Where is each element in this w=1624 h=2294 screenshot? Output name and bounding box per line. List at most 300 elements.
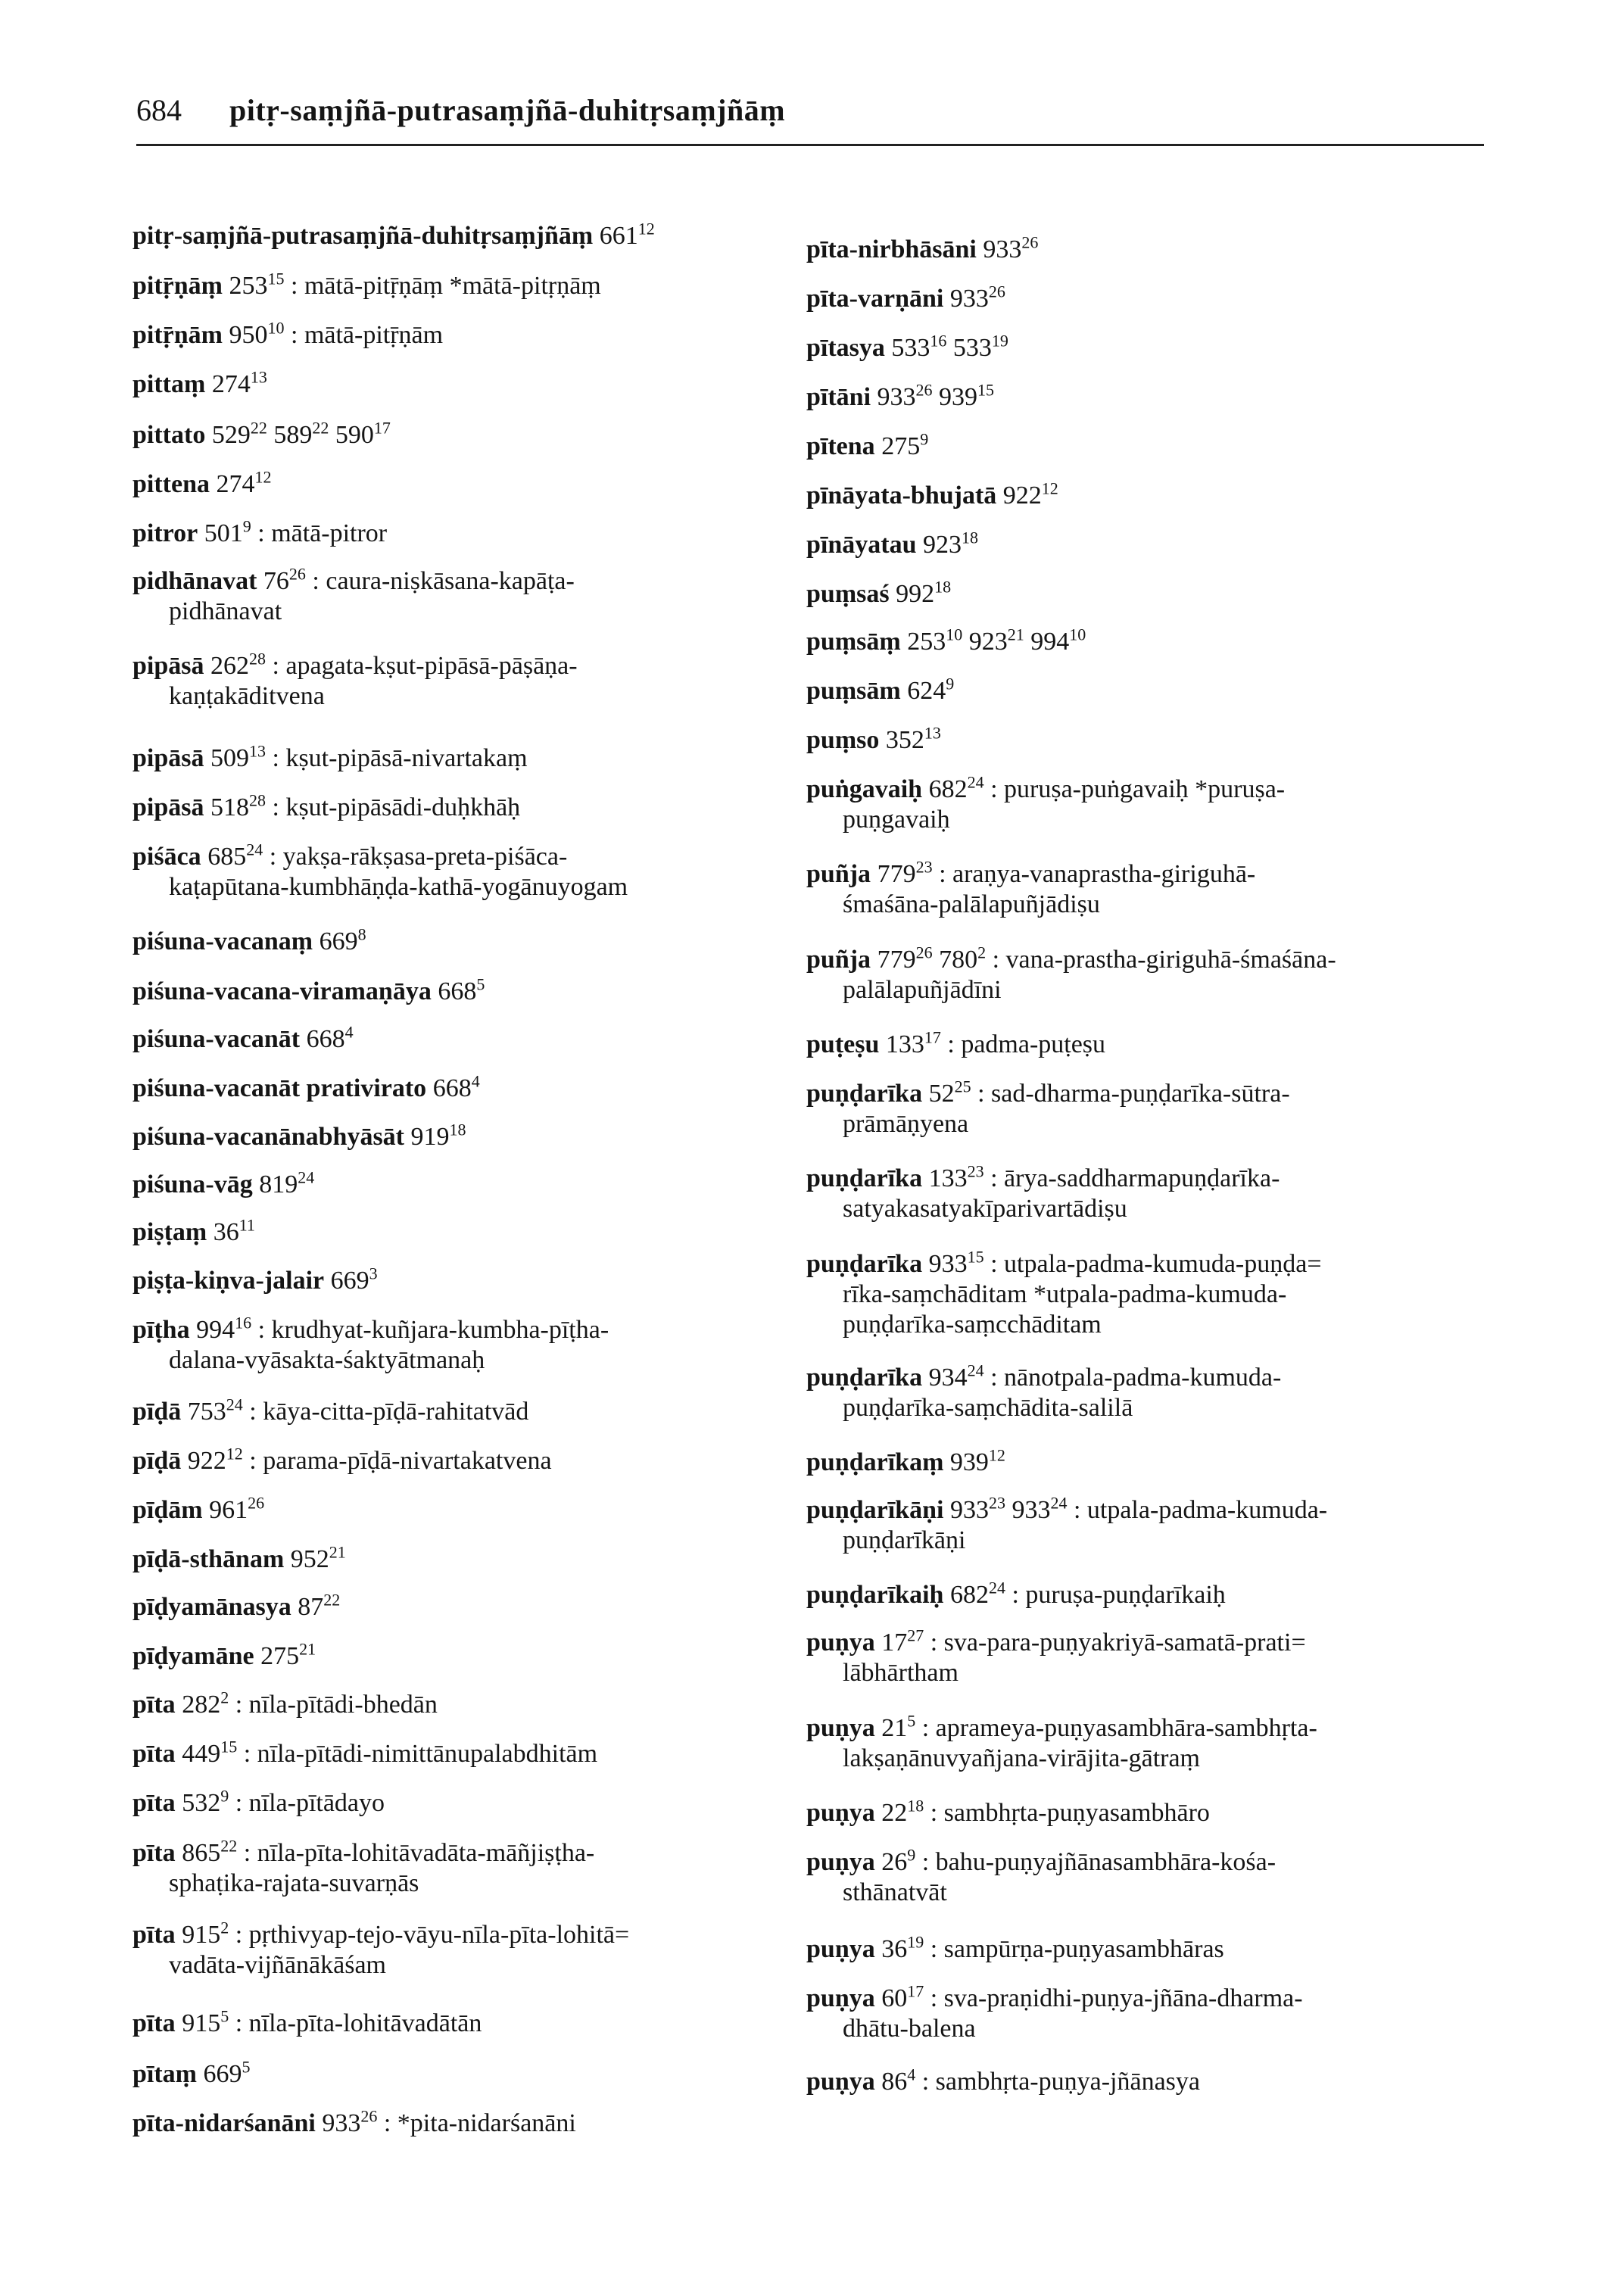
context-text: : nīla-pītādi-nimittānupalabdhitām (243, 1740, 598, 1768)
context-text: : kāya-citta-pīḍā-rahitatvād (249, 1398, 529, 1426)
page-number-ref: 994 (196, 1316, 235, 1344)
page-reference (207, 840, 263, 871)
page-number: 684 (136, 93, 182, 127)
page-number-ref: 669 (319, 927, 358, 955)
entry-headword: piśāca (132, 843, 201, 871)
line-number-ref: 24 (1050, 1493, 1068, 1513)
index-entry (132, 924, 799, 957)
page-reference (211, 367, 267, 398)
entry-headword: puṇya (806, 1629, 875, 1657)
entry-headword: piśuna-vāg (132, 1170, 253, 1198)
context-continuation: satyakasatyakīparivartādiṣu (843, 1195, 1127, 1223)
entry-headword: puṇḍarīkaiḥ (806, 1581, 944, 1609)
entry-headword: pītāni (806, 383, 871, 411)
entry-headword: pīta-nirbhāsāni (806, 235, 977, 263)
context-text: : mātā-pitṝṇām (291, 321, 444, 349)
page-number-ref: 253 (907, 628, 946, 656)
line-number-ref: 2 (220, 1688, 229, 1707)
line-number-ref: 13 (924, 723, 941, 743)
index-entry (132, 566, 799, 627)
line-number-ref: 22 (323, 1590, 341, 1610)
page-reference (438, 974, 485, 1005)
page-number-ref: 533 (952, 334, 992, 362)
page-number-ref: 86 (881, 2068, 908, 2096)
page-number-ref: 21 (881, 1714, 908, 1742)
context-text: : aprameya-puṇyasambhāra-sambhṛta- (921, 1714, 1317, 1742)
page-number-ref: 275 (881, 432, 921, 460)
page-reference (949, 1578, 1005, 1609)
page-number-ref: 923 (923, 531, 962, 559)
index-entry (806, 1027, 1473, 1060)
page-reference (983, 232, 1039, 263)
entry-headword: piśuna-vacanāt (132, 1025, 301, 1053)
context-text: : vana-prastha-giriguhā-śmaśāna- (992, 946, 1336, 974)
line-number-ref: 15 (220, 1737, 238, 1756)
entry-headword: puṇya (806, 1799, 875, 1827)
page-reference (273, 418, 329, 449)
line-number-ref: 18 (934, 577, 952, 597)
context-text: : puruṣa-puṅgavaiḥ *puruṣa- (990, 775, 1286, 803)
page-reference (952, 331, 1008, 362)
line-number-ref: 3 (369, 1264, 378, 1283)
line-number-ref: 12 (254, 467, 272, 487)
context-text: : nīla-pīta-lohitāvadāta-māñjiṣṭha- (243, 1839, 595, 1867)
index-entry (806, 232, 1473, 265)
line-number-ref: 9 (907, 1845, 916, 1865)
page-number-ref: 668 (432, 1074, 472, 1102)
context-text: : nānotpala-padma-kumuda- (990, 1364, 1282, 1392)
page-number-ref: 36 (881, 1935, 908, 1963)
page-number-ref: 933 (322, 2109, 361, 2137)
entry-headword: piśuna-vacana-viramaṇāya (132, 977, 432, 1005)
page-reference (896, 577, 952, 608)
page-reference (881, 1711, 916, 1742)
page-number-ref: 669 (203, 2060, 242, 2088)
entry-headword: puṃsaś (806, 580, 890, 608)
index-entry (132, 1266, 799, 1296)
page-number-ref: 933 (983, 235, 1022, 263)
index-entry (132, 2106, 799, 2139)
page-reference (298, 1590, 341, 1621)
index-entry (132, 1641, 799, 1672)
entry-headword: puṇya (806, 1935, 875, 1963)
context-continuation: kaṇṭakāditvena (169, 682, 325, 710)
page-number-ref: 533 (891, 334, 930, 362)
page-reference (187, 1395, 243, 1426)
page-number-ref: 779 (877, 946, 916, 974)
header-rule (136, 144, 1484, 146)
line-number-ref: 5 (476, 974, 485, 994)
page-number-ref: 352 (885, 726, 924, 754)
index-entry (132, 1544, 799, 1575)
page-reference (182, 1786, 229, 1817)
line-number-ref: 2 (977, 943, 987, 962)
line-number-ref: 12 (988, 1445, 1005, 1465)
line-number-ref: 26 (988, 282, 1005, 301)
page-number-ref: 819 (259, 1170, 298, 1198)
context-text: : mātā-pitror (257, 519, 388, 547)
line-number-ref: 22 (312, 418, 329, 438)
page-number-ref: 934 (928, 1364, 968, 1392)
line-number-ref: 13 (250, 367, 267, 387)
index-entry (132, 651, 799, 712)
context-text: : krudhyat-kuñjara-kumbha-pīṭha- (257, 1316, 609, 1344)
entry-headword: puṅgavaiḥ (806, 775, 923, 803)
page-reference (1002, 478, 1058, 510)
index-entry (132, 1217, 799, 1248)
index-entry (132, 1495, 799, 1526)
line-number-ref: 22 (250, 418, 267, 438)
page-reference (881, 2065, 916, 2096)
page-number-ref: 915 (182, 2009, 221, 2037)
entry-headword: puṃso (806, 726, 880, 754)
page-reference (891, 331, 947, 362)
index-entry (132, 743, 799, 774)
index-entry (132, 369, 799, 400)
page-reference (330, 1264, 378, 1295)
page-reference (263, 564, 306, 595)
line-number-ref: 13 (249, 741, 266, 761)
index-entry (806, 333, 1473, 363)
line-number-ref: 10 (267, 318, 285, 338)
entry-headword: puṃsāṃ (806, 628, 901, 656)
context-text: : sambhṛta-puṇyasambhāro (930, 1799, 1210, 1827)
page-reference (306, 1022, 354, 1053)
index-entry (132, 1838, 799, 1899)
index-entry (132, 1739, 799, 1769)
entry-headword: pīḍyamānasya (132, 1593, 291, 1621)
page-number-ref: 532 (182, 1789, 221, 1817)
context-text: : kṣut-pipāsā-nivartakaṃ (272, 744, 528, 772)
page-reference (928, 1361, 984, 1392)
index-entry (132, 271, 799, 301)
entry-headword: puñja (806, 946, 871, 974)
page-number-ref: 994 (1030, 628, 1070, 656)
page-reference (881, 429, 929, 460)
page-reference (939, 380, 995, 411)
context-text: : utpala-padma-kumuda- (1073, 1496, 1328, 1524)
page-number-ref: 36 (213, 1218, 239, 1246)
line-number-ref: 16 (235, 1313, 252, 1332)
context-continuation: sphaṭika-rajata-suvarṇās (169, 1869, 419, 1897)
context-continuation: pidhānavat (169, 597, 282, 625)
line-number-ref: 22 (220, 1836, 238, 1856)
index-entry (132, 2059, 799, 2090)
entry-headword: pīta (132, 1921, 176, 1949)
page-number-ref: 87 (298, 1593, 324, 1621)
index-entry (806, 1445, 1473, 1478)
line-number-ref: 4 (907, 2065, 916, 2084)
index-entry (806, 2067, 1473, 2097)
line-number-ref: 28 (249, 790, 266, 810)
context-text: : mātā-pitṝṇāṃ *mātā-pitṛṇāṃ (291, 272, 601, 300)
line-number-ref: 10 (946, 625, 963, 644)
page-reference (877, 943, 933, 974)
page-number-ref: 939 (939, 383, 978, 411)
line-number-ref: 28 (249, 649, 266, 669)
page-reference (182, 1688, 229, 1719)
page-number-ref: 253 (229, 272, 268, 300)
page-reference (216, 467, 272, 498)
index-entry (806, 382, 1473, 413)
index-entry (132, 320, 799, 351)
page-number-ref: 933 (1011, 1496, 1051, 1524)
line-number-ref: 12 (226, 1444, 243, 1463)
page-reference (949, 1493, 1005, 1524)
index-entry (132, 1071, 799, 1104)
page-number-ref: 17 (881, 1629, 908, 1657)
page-reference (885, 723, 941, 754)
page-number-ref: 682 (928, 775, 968, 803)
line-number-ref: 18 (449, 1120, 466, 1139)
context-continuation: śmaśāna-palālapuñjādiṣu (843, 890, 1100, 918)
entry-headword: puṇya (806, 2068, 875, 2096)
line-number-ref: 24 (967, 1361, 984, 1380)
entry-headword: pipāsā (132, 744, 204, 772)
page-reference (290, 1542, 346, 1573)
index-entry (132, 842, 799, 902)
line-number-ref: 5 (907, 1711, 916, 1731)
page-reference (599, 219, 655, 250)
page-number-ref: 529 (211, 421, 251, 449)
index-entry (806, 1847, 1473, 1908)
context-text: : sambhṛta-puṇya-jñānasya (921, 2068, 1200, 2096)
context-continuation: rīka-saṃchāditam *utpala-padma-kumuda- (843, 1280, 1287, 1308)
page-number-ref: 590 (335, 421, 374, 449)
page-number-ref: 274 (216, 470, 255, 498)
line-number-ref: 12 (637, 219, 655, 238)
page-number-ref: 933 (928, 1250, 968, 1278)
page-reference (968, 625, 1024, 656)
entry-headword: pitṛ-saṃjñā-putrasaṃjñā-duhitṛsaṃjñāṃ (132, 222, 594, 250)
entry-headword: pīta-varṇāni (806, 285, 944, 313)
page-number-ref: 282 (182, 1691, 221, 1719)
context-text: : araṇya-vanaprastha-giriguhā- (939, 860, 1256, 888)
index-entry (806, 945, 1473, 1005)
context-continuation: dhātu-balena (843, 2015, 976, 2043)
line-number-ref: 9 (242, 516, 251, 536)
index-entry (806, 859, 1473, 920)
entry-headword: pītaṃ (132, 2060, 197, 2088)
page-reference (410, 1120, 466, 1151)
index-entry (132, 1315, 799, 1376)
line-number-ref: 15 (977, 380, 995, 400)
entry-headword: puṇḍarīka (806, 1364, 923, 1392)
entry-headword: pīta (132, 1691, 176, 1719)
page-number-ref: 449 (182, 1740, 221, 1768)
line-number-ref: 9 (220, 1786, 229, 1806)
index-entry (806, 429, 1473, 462)
entry-headword: piśuna-vacanāt prativirato (132, 1074, 427, 1102)
page-reference (939, 943, 987, 974)
context-continuation: puṇḍarīka-saṃchādita-salilā (843, 1394, 1133, 1422)
running-head: pitṛ-saṃjñā-putrasaṃjñā-duhitṛsaṃjñāṃ (229, 93, 786, 127)
page-reference (203, 2057, 251, 2088)
entry-headword: pītasya (806, 334, 885, 362)
page-number-ref: 992 (896, 580, 935, 608)
line-number-ref: 24 (226, 1395, 243, 1414)
line-number-ref: 4 (344, 1022, 354, 1042)
entry-headword: puṃsām (806, 677, 901, 705)
page-number-ref: 668 (306, 1025, 345, 1053)
index-entry (806, 1079, 1473, 1139)
entry-headword: puṇḍarīkāṇi (806, 1496, 944, 1524)
entry-headword: piṣṭaṃ (132, 1218, 207, 1246)
entry-headword: puṇḍarīka (806, 1250, 923, 1278)
page-reference (949, 282, 1005, 313)
context-continuation: lābhārtham (843, 1659, 959, 1687)
entry-headword: piṣṭa-kiṇva-jalair (132, 1267, 325, 1295)
page-number-ref: 919 (410, 1123, 450, 1151)
entry-headword: puṇḍarīkaṃ (806, 1448, 944, 1476)
line-number-ref: 17 (924, 1027, 941, 1047)
context-continuation: puṇgavaiḥ (843, 806, 950, 834)
entry-headword: pitṝṇām (132, 321, 223, 349)
line-number-ref: 19 (907, 1932, 924, 1952)
index-entry (806, 1625, 1473, 1688)
entry-headword: pīta (132, 1740, 176, 1768)
line-number-ref: 19 (991, 331, 1008, 351)
entry-headword: pīnāyatau (806, 531, 917, 559)
index-entry (132, 469, 799, 500)
entry-headword: puṇya (806, 1714, 875, 1742)
line-number-ref: 24 (246, 840, 263, 859)
entry-headword: pittena (132, 470, 210, 498)
context-text: : *pita-nidarśanāni (383, 2109, 576, 2137)
entry-headword: pipāsā (132, 652, 204, 680)
line-number-ref: 17 (907, 1981, 924, 2001)
entry-headword: puṇya (806, 1848, 875, 1876)
entry-headword: pīta (132, 1789, 176, 1817)
page-reference (881, 1981, 924, 2012)
page-number-ref: 939 (949, 1448, 989, 1476)
line-number-ref: 26 (248, 1493, 265, 1513)
index-entry (806, 627, 1473, 657)
page-reference (1030, 625, 1086, 656)
page-reference (182, 1918, 229, 1949)
line-number-ref: 26 (915, 943, 933, 962)
index-entry (806, 725, 1473, 756)
index-entry (806, 1161, 1473, 1224)
line-number-ref: 26 (288, 564, 306, 584)
line-number-ref: 9 (946, 674, 955, 693)
page-reference (260, 1639, 316, 1670)
entry-headword: pīḍyamāne (132, 1642, 254, 1670)
context-text: : sad-dharma-puṇḍarīka-sūtra- (977, 1080, 1290, 1108)
page-reference (928, 1247, 984, 1278)
context-continuation: sthānatvāt (843, 1878, 947, 1906)
context-text: : sva-praṇidhi-puṇya-jñāna-dharma- (930, 1984, 1303, 2012)
entry-headword: puṇya (806, 1984, 875, 2012)
page-reference (877, 857, 933, 888)
line-number-ref: 24 (967, 772, 984, 792)
index-entry (806, 1249, 1473, 1340)
entry-headword: puñja (806, 860, 871, 888)
page-reference (322, 2106, 378, 2137)
entry-headword: puṭeṣu (806, 1030, 880, 1058)
line-number-ref: 11 (238, 1215, 255, 1235)
line-number-ref: 9 (920, 429, 929, 449)
page-number-ref: 262 (210, 652, 249, 680)
page-number-ref: 133 (885, 1030, 924, 1058)
entry-headword: puṇḍarīka (806, 1080, 923, 1108)
entry-headword: piśuna-vacanānabhyāsāt (132, 1123, 405, 1151)
entry-headword: pīṭha (132, 1316, 190, 1344)
index-entry (132, 516, 799, 549)
page-number-ref: 274 (211, 370, 251, 398)
page-reference (923, 528, 978, 559)
page-reference (907, 625, 963, 656)
page-number-ref: 933 (949, 1496, 989, 1524)
line-number-ref: 18 (907, 1796, 924, 1816)
page-number-ref: 952 (290, 1545, 329, 1573)
context-text: : nīla-pītādi-bhedān (235, 1691, 438, 1719)
context-continuation: prāmāṇyena (843, 1110, 969, 1138)
page-reference (877, 380, 933, 411)
entry-headword: pīḍām (132, 1496, 203, 1524)
line-number-ref: 15 (267, 269, 285, 288)
page-number-ref: 52 (928, 1080, 955, 1108)
line-number-ref: 4 (471, 1071, 480, 1091)
page-reference (182, 1737, 238, 1768)
page-reference (949, 1445, 1005, 1476)
page-reference (210, 790, 266, 821)
page-reference (881, 1845, 916, 1876)
page-reference (210, 649, 266, 680)
context-continuation: lakṣaṇānuvyañjana-virājita-gātraṃ (843, 1744, 1200, 1772)
index-entry (132, 974, 799, 1007)
page-reference (182, 2006, 229, 2037)
context-text: : utpala-padma-kumuda-puṇḍa= (990, 1250, 1322, 1278)
context-continuation: palālapuñjādīni (843, 976, 1002, 1004)
page-reference (432, 1071, 480, 1102)
page-number-ref: 682 (949, 1581, 989, 1609)
entry-headword: pīḍā-sthānam (132, 1545, 285, 1573)
entry-headword: pītena (806, 432, 875, 460)
entry-headword: pitṝṇāṃ (132, 272, 223, 300)
context-text: : sva-para-puṇyakriyā-samatā-prati= (930, 1629, 1306, 1657)
page-number-ref: 779 (877, 860, 916, 888)
page-number-ref: 753 (187, 1398, 226, 1426)
context-text: : puruṣa-puṇḍarīkaiḥ (1011, 1581, 1226, 1609)
page-reference (211, 418, 267, 449)
index-entry (132, 1920, 799, 1981)
index-entry (132, 221, 799, 251)
page-number-ref: 509 (210, 744, 249, 772)
page-reference (885, 1027, 941, 1058)
page-number-ref: 950 (229, 321, 268, 349)
context-continuation: vadāta-vijñānākāśam (169, 1951, 386, 1979)
entry-headword: piśuna-vacanaṃ (132, 927, 313, 955)
index-entry (132, 1446, 799, 1476)
line-number-ref: 8 (357, 924, 366, 944)
line-number-ref: 5 (220, 2006, 229, 2026)
entry-headword: pittaṃ (132, 370, 206, 398)
index-entry (132, 1788, 799, 1819)
page-number-ref: 922 (187, 1447, 226, 1475)
page-reference (204, 516, 251, 547)
context-text: : yakṣa-rākṣasa-preta-piśāca- (269, 843, 568, 871)
page-number-ref: 624 (907, 677, 946, 705)
index-entry (806, 1713, 1473, 1774)
page-reference (319, 924, 366, 955)
page-number-ref: 933 (877, 383, 916, 411)
index-entry (132, 1592, 799, 1622)
index-entry (806, 1580, 1473, 1610)
line-number-ref: 12 (1041, 478, 1058, 498)
line-number-ref: 15 (967, 1247, 984, 1267)
line-number-ref: 24 (988, 1578, 1005, 1597)
